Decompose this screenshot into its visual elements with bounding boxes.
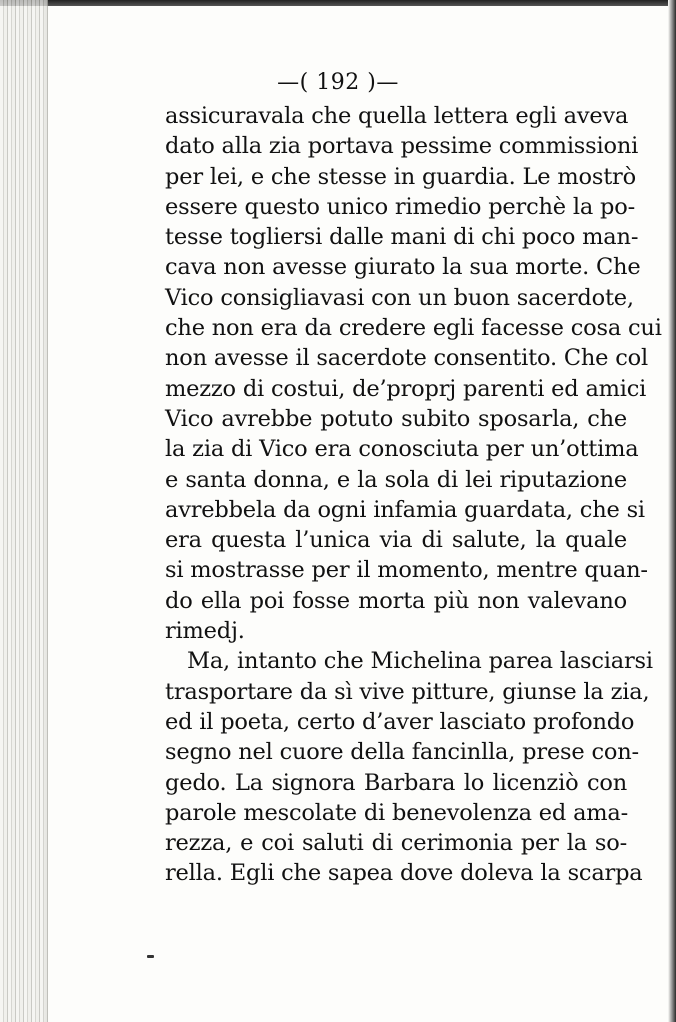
text-line: parole mescolate di benevolenza ed ama- xyxy=(165,799,629,826)
text-line: gedo. La signora Barbara lo licenziò con xyxy=(165,769,627,796)
text-line: ed il poeta, certo d’aver lasciato profondo xyxy=(165,708,635,735)
text-line: e santa donna, e la sola di lei riputazione xyxy=(165,466,627,493)
text-line: rezza, e coi saluti di cerimonia per la so- xyxy=(165,830,627,857)
text-line: avrebbela da ogni infamia guardata, che si xyxy=(165,496,645,523)
text-line: tesse togliersi dalle mani di chi poco man- xyxy=(165,224,639,251)
text-line: essere questo unico rimedio perchè la po- xyxy=(165,193,635,220)
text-line: Vico consigliavasi con un buon sacerdote, xyxy=(165,284,634,311)
page-top-edge xyxy=(0,0,676,6)
text-line: mezzo di costui, de’proprj parenti ed amici xyxy=(165,375,647,402)
ink-speck xyxy=(147,955,154,958)
text-line: che non era da credere egli facesse cosa cui xyxy=(165,315,662,342)
text-line: Ma, intanto che Michelina parea lasciarsi xyxy=(187,648,653,675)
text-line: rella. Egli che sapea dove doleva la scarpa xyxy=(165,860,643,887)
text-line: segno nel cuore della fancinlla, prese con- xyxy=(165,739,639,766)
text-line: si mostrasse per il momento, mentre quan- xyxy=(165,557,648,584)
text-line: cava non avesse giurato la sua morte. Che xyxy=(165,254,641,281)
text-line: la zia di Vico era conosciuta per un’ottima xyxy=(165,436,639,463)
text-line: trasportare da sì vive pitture, giunse la zia, xyxy=(165,678,650,705)
text-line: rimedj. xyxy=(165,618,245,645)
text-line: non avesse il sacerdote consentito. Che col xyxy=(165,345,648,372)
text-line: dato alla zia portava pessime commissioni xyxy=(165,133,639,160)
page-right-shadow xyxy=(668,0,676,1022)
text-line: era questa l’unica via di salute, la quale xyxy=(165,527,627,554)
body-text xyxy=(165,101,662,889)
text-line: assicuravala che quella lettera egli aveva xyxy=(165,103,629,129)
text-line: Vico avrebbe potuto subito sposarla, che xyxy=(165,405,627,432)
text-line: do ella poi fosse morta più non valevano xyxy=(165,587,627,614)
book-binding-edge xyxy=(0,0,48,1022)
page-number-header: —( 192 )— xyxy=(277,70,399,95)
text-line: per lei, e che stesse in guardia. Le mostrò xyxy=(165,163,636,190)
